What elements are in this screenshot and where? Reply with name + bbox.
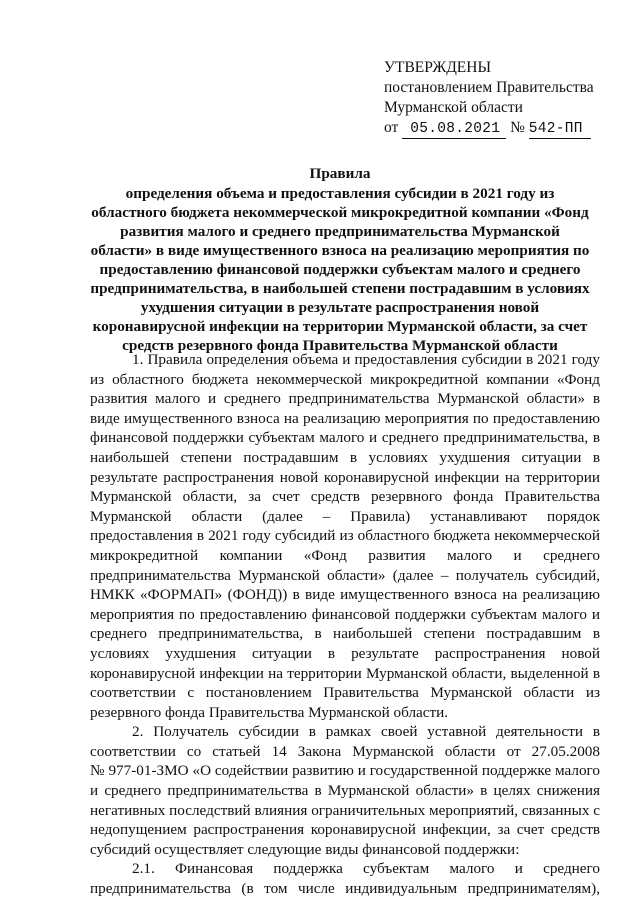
body-line: и среднего предпринимательства в Мурманской области» в целях снижения	[90, 782, 600, 800]
title-line: определения объема и предоставления субсидии в 2021 году из	[125, 185, 555, 202]
body-line: развития малого и среднего предпринимательства Мурманской области» в	[90, 390, 600, 408]
title-line: предоставлению финансовой поддержки субъектам малого и среднего	[99, 261, 581, 278]
document-body	[90, 350, 600, 899]
body-line: недопущением распространения коронавирусной инфекции, за счет средств	[90, 821, 600, 839]
document-title	[80, 164, 600, 355]
body-line: наибольшей степени пострадавшим в условиях ухудшения ситуации в	[90, 448, 600, 466]
body-line: условиях ухудшения ситуации в результате распространения новой	[90, 644, 600, 662]
body-line: виде имущественного взноса на реализацию мероприятия по предоставлению	[90, 409, 600, 427]
approval-date-line	[384, 118, 614, 139]
body-line: 2.1. Финансовая поддержка субъектам малого и среднего	[132, 860, 600, 878]
approval-line: постановлением Правительства	[384, 79, 594, 96]
body-line: среднего предпринимательства, в наибольшей степени пострадавшим в	[90, 625, 600, 643]
title-line: коронавирусной инфекции на территории Мурманской области, за счет	[92, 318, 588, 335]
body-line: НМКК «ФОРМАП» (ФОНД)) в виде имущественного взноса на реализацию	[90, 586, 600, 604]
approval-line: Мурманской области	[384, 99, 523, 116]
title-line: ухудшения ситуации в результате распространения новой	[140, 299, 540, 316]
approval-date: 05.08.2021	[402, 119, 506, 139]
body-line: мероприятия по предоставлению финансовой поддержки субъектам малого и	[90, 605, 600, 623]
number-prefix: №	[510, 119, 525, 136]
body-line: № 977-01-ЗМО «О содействии развитию и государственной поддержке малого	[90, 762, 600, 780]
body-line: резервного фонда Правительства Мурманской области.	[90, 703, 449, 721]
approval-heading: УТВЕРЖДЕНЫ	[384, 59, 491, 76]
title-line: предпринимательства, в наибольшей степени пострадавшим в условиях	[90, 280, 590, 297]
body-line: Мурманской области, за счет средств резервного фонда Правительства	[90, 488, 600, 506]
body-line: результате распространения новой коронавирусной инфекции на территории	[90, 468, 600, 486]
body-line: из областного бюджета некоммерческой микрокредитной компании «Фонд	[90, 370, 600, 388]
body-line: микрокредитной компании «Фонд развития малого и среднего	[90, 546, 600, 564]
approval-stamp	[384, 58, 614, 139]
body-line: предпринимательства Мурманской области» (далее – получатель субсидий,	[90, 566, 600, 584]
title-line: области» в виде имущественного взноса на реализацию мероприятия по	[90, 242, 590, 259]
body-line: предоставления в 2021 году субсидий из областного бюджета некоммерческой	[90, 527, 600, 545]
title-line: средств резервного фонда Правительства Мурманской области	[122, 337, 558, 354]
body-line: 2. Получатель субсидии в рамках своей уставной деятельности в	[132, 723, 600, 741]
title-lines	[80, 184, 600, 355]
body-line: предпринимательства (в том числе индивидуальным предпринимателям),	[90, 880, 600, 898]
body-line: негативных последствий влияния ограничительных мероприятий, связанных с	[90, 801, 600, 819]
body-line: 1. Правила определения объема и предоставления субсидии в 2021 году	[132, 351, 600, 368]
body-line: финансовой поддержки субъектам малого и среднего предпринимательства, в	[90, 429, 600, 447]
title-line: развития малого и среднего предпринимательства Мурманской	[120, 223, 560, 240]
body-line: Мурманской области (далее – Правила) устанавливают порядок	[90, 507, 600, 525]
approval-number: 542-ПП	[529, 119, 591, 139]
body-line: соответствии со статьей 14 Закона Мурманской области от 27.05.2008	[90, 742, 600, 760]
title-line: областного бюджета некоммерческой микрокредитной компании «Фонд	[91, 204, 589, 221]
title-name: Правила	[309, 165, 371, 182]
body-line: коронавирусной инфекции на территории Мурманской области, выделенной в	[90, 664, 600, 682]
body-line: субсидий осуществляет следующие виды финансовой поддержки:	[90, 840, 520, 858]
body-line: соответствии с постановлением Правительства Мурманской области из	[90, 684, 600, 702]
date-prefix: от	[384, 119, 399, 136]
